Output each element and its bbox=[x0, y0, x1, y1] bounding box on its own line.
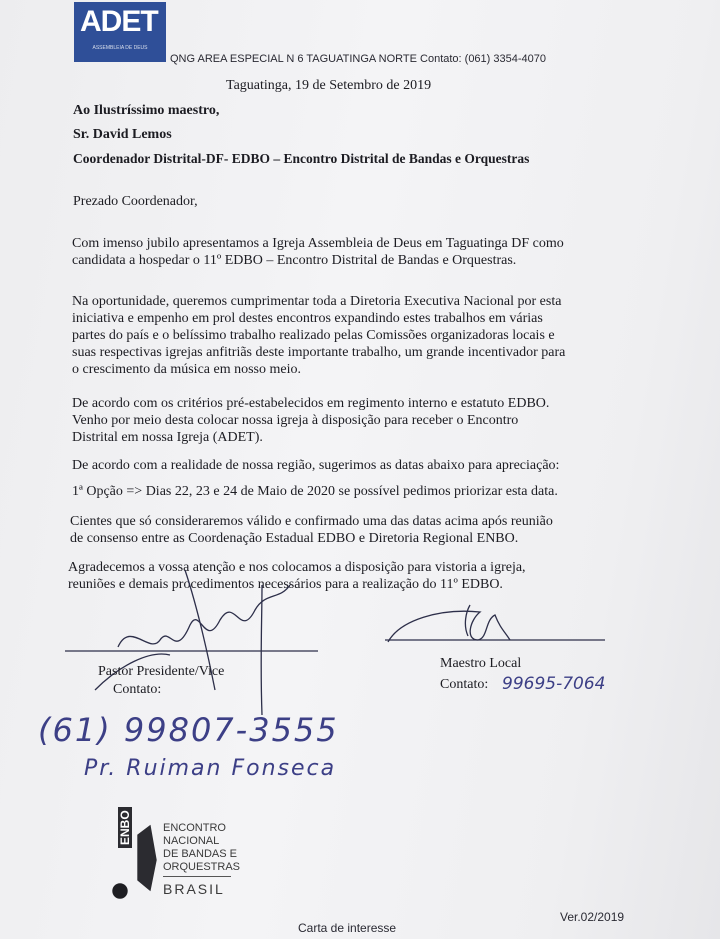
handwritten-name: Pr. Ruiman Fonseca bbox=[84, 756, 337, 781]
paragraph-3-line-2: Venho por meio desta colocar nossa igreja à disposição para receber o Encontro bbox=[72, 413, 519, 428]
enbo-line-4: ORQUESTRAS bbox=[163, 861, 241, 873]
enbo-country: BRASIL bbox=[163, 881, 225, 897]
paragraph-3-line-3: Distrital em nossa Igreja (ADET). bbox=[72, 430, 263, 445]
enbo-line-2: NACIONAL bbox=[163, 835, 220, 847]
enbo-badge-text: ENBO bbox=[118, 807, 132, 848]
paragraph-3-line-1: De acordo com os critérios pré-estabelecidos em regimento interno e estatuto EDBO. bbox=[72, 396, 550, 411]
right-signature-scribble bbox=[388, 611, 510, 642]
left-signature-title: Pastor Presidente/Vice bbox=[98, 664, 225, 679]
footer-version: Ver.02/2019 bbox=[560, 910, 625, 924]
paragraph-6-line-2: de consenso entre as Coordenação Estadual EDBO e Diretoria Regional ENBO. bbox=[70, 531, 519, 546]
header-address: QNG AREA ESPECIAL N 6 TAGUATINGA NORTE Contato: (061) 3354-4070 bbox=[170, 53, 546, 65]
right-signature-loop bbox=[465, 605, 470, 636]
enbo-divider bbox=[163, 876, 231, 877]
vertical-pen-stroke bbox=[261, 585, 262, 715]
paragraph-7-line-1: Agradecemos a vossa atenção e nos colocamos a disposição para vistoria a igreja, bbox=[68, 560, 526, 575]
paragraph-2-line-1: Na oportunidade, queremos cumprimentar toda a Diretoria Executiva Nacional por esta bbox=[72, 294, 562, 309]
addressee-line-1: Ao Ilustríssimo maestro, bbox=[73, 103, 220, 118]
paragraph-2-line-3: partes do país e o belíssimo trabalho realizado pelas Comissões organizadoras locais e bbox=[72, 328, 555, 343]
paragraph-5-date-option: 1ª Opção => Dias 22, 23 e 24 de Maio de 2020 se possível pedimos priorizar esta data. bbox=[72, 484, 558, 499]
right-contact-handwritten: 99695-7064 bbox=[502, 674, 606, 694]
paragraph-1-line-1: Com imenso jubilo apresentamos a Igreja Assembleia de Deus em Taguatinga DF como bbox=[72, 236, 564, 251]
paragraph-1-line-2: candidata a hospedar o 11º EDBO – Encontro Distrital de Bandas e Orquestras. bbox=[72, 253, 517, 268]
paragraph-6-line-1: Cientes que só consideraremos válido e confirmado uma das datas acima após reunião bbox=[70, 514, 553, 529]
right-signature-title: Maestro Local bbox=[440, 656, 522, 671]
logo-subtitle: ASSEMBLEIA DE DEUS bbox=[92, 45, 148, 51]
addressee-line-2: Sr. David Lemos bbox=[73, 127, 172, 142]
paragraph-2-line-2: iniciativa e empenho em prol destes encontros expandindo estes trabalhos em várias bbox=[72, 311, 543, 326]
paragraph-7-line-2: reuniões e demais procedimentos necessários para a realização do 11º EDBO. bbox=[68, 577, 503, 592]
paragraph-2-line-4: suas respectivas igrejas anfitriãs deste importante trabalho, um grande incentivador para bbox=[72, 345, 566, 360]
enbo-logo-text bbox=[163, 822, 240, 874]
logo-text: ADET bbox=[80, 5, 158, 38]
date-line: Taguatinga, 19 de Setembro de 2019 bbox=[226, 78, 432, 93]
addressee-line-3: Coordenador Distrital-DF- EDBO – Encontro Distrital de Bandas e Orquestras bbox=[73, 151, 530, 166]
salutation: Prezado Coordenador, bbox=[73, 194, 198, 209]
right-contact-label: Contato: bbox=[440, 677, 489, 692]
handwritten-phone: (61) 99807-3555 bbox=[38, 711, 339, 749]
enbo-line-1: ENCONTRO bbox=[163, 822, 226, 834]
enbo-line-3: DE BANDAS E bbox=[163, 848, 237, 860]
paragraph-4: De acordo com a realidade de nossa região, sugerimos as datas abaixo para apreciação: bbox=[72, 458, 560, 473]
footer-title: Carta de interesse bbox=[298, 921, 397, 935]
left-contact-label: Contato: bbox=[113, 682, 162, 697]
paragraph-2-line-5: o crescimento da música em nosso meio. bbox=[72, 362, 301, 377]
